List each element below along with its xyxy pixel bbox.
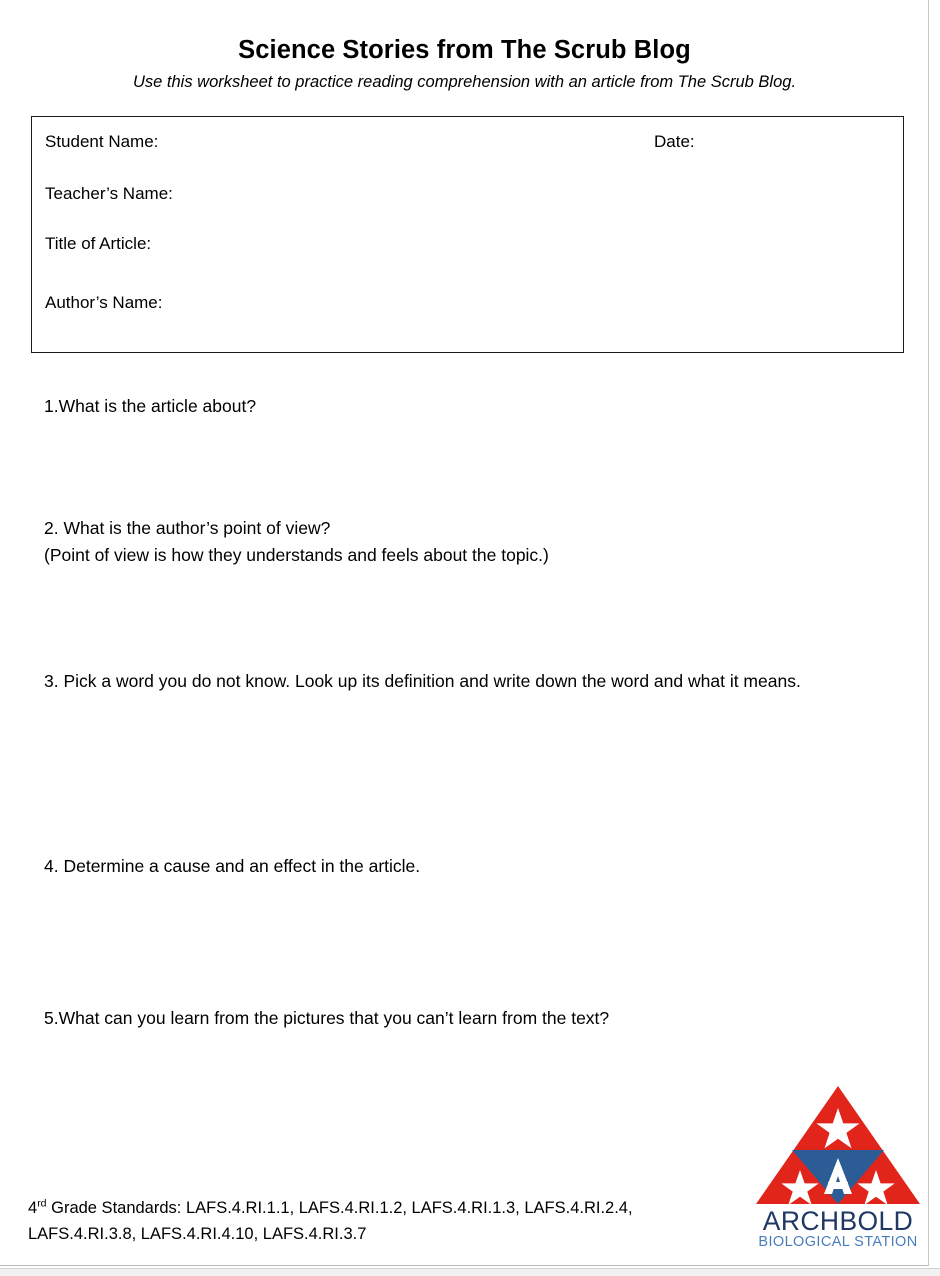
grade-number: 4 xyxy=(28,1199,38,1217)
page-title: Science Stories from The Scrub Blog xyxy=(238,36,691,64)
logo-wordmark: ARCHBOLD xyxy=(762,1206,914,1236)
teacher-name-label: Teacher’s Name: xyxy=(45,184,173,203)
student-name-label: Student Name: xyxy=(45,132,159,151)
page-bottom-edge xyxy=(0,1268,940,1276)
page-gutter xyxy=(930,0,940,1276)
question-2-subtext: (Point of view is how they understands and feels about the topic.) xyxy=(44,545,549,566)
student-info-box xyxy=(31,116,904,353)
logo-subtitle: BIOLOGICAL STATION xyxy=(758,1234,918,1250)
question-2-text: 2. What is the author’s point of view? xyxy=(44,518,331,538)
question-3: 3. Pick a word you do not know. Look up its definition and write down the word and what it means. xyxy=(44,671,801,691)
question-1: 1.What is the article about? xyxy=(44,396,257,416)
grade-ordinal-suffix: rd xyxy=(37,1197,47,1210)
standards-footer xyxy=(28,1196,708,1247)
question-5: 5.What can you learn from the pictures that you can’t learn from the text? xyxy=(44,1008,610,1028)
archbold-logo xyxy=(752,1078,924,1250)
page-subtitle: Use this worksheet to practice reading comprehension with an article from The Scrub Blog. xyxy=(132,73,797,91)
question-4: 4. Determine a cause and an effect in the article. xyxy=(44,856,421,876)
standards-list: Grade Standards: LAFS.4.RI.1.1, LAFS.4.RI.1.2, LAFS.4.RI.1.3, LAFS.4.RI.2.4, LAFS.4.RI.3.8, LAFS.4.RI.4.10, LAFS.4.RI.3.7 xyxy=(28,1199,633,1243)
question-2 xyxy=(44,515,884,569)
date-label: Date: xyxy=(654,132,695,151)
author-name-label: Author’s Name: xyxy=(45,293,163,312)
title-of-article-label: Title of Article: xyxy=(45,234,152,253)
